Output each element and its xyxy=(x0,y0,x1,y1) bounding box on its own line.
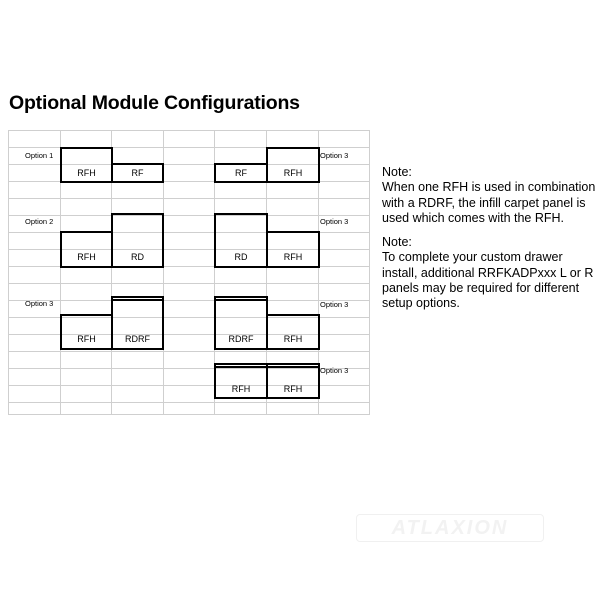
notes-panel xyxy=(382,165,597,321)
module-rdrf-divider xyxy=(214,296,268,301)
module-label: RFH xyxy=(77,168,96,178)
module-label: RDRF xyxy=(228,334,254,344)
option-label: Option 3 xyxy=(320,217,349,226)
grid-line xyxy=(8,130,9,414)
option-label: Option 2 xyxy=(25,217,54,226)
module-rfh xyxy=(266,231,320,268)
grid-line xyxy=(8,402,370,403)
module-top-divider xyxy=(214,363,320,368)
option-label: Option 1 xyxy=(25,151,54,160)
module-label: RF xyxy=(235,168,247,178)
grid-line xyxy=(8,300,370,301)
option-label: Option 3 xyxy=(320,151,349,160)
module-label: RFH xyxy=(283,252,303,262)
grid-line xyxy=(8,198,370,199)
module-label: RFH xyxy=(283,384,303,394)
module-rfh xyxy=(266,314,320,350)
option-label: Option 3 xyxy=(320,366,349,375)
module-label: RFH xyxy=(231,384,251,394)
grid-line xyxy=(8,351,370,352)
note-text: To complete your custom drawer install, additional RRFKADPxxx L or R panels may be required for different setup options. xyxy=(382,250,594,311)
option-label: Option 3 xyxy=(25,299,54,308)
configuration-grid xyxy=(8,130,370,415)
grid-line xyxy=(8,283,370,284)
note-heading: Note: xyxy=(382,235,412,250)
module-label: RFH xyxy=(283,334,303,344)
module-label: RF xyxy=(131,168,144,178)
module-label: RD xyxy=(234,252,248,262)
grid-line xyxy=(369,130,370,414)
module-rfh xyxy=(60,231,113,268)
module-label: RFH xyxy=(77,334,96,344)
note-block xyxy=(382,165,597,226)
grid-line xyxy=(8,130,370,131)
module-rdrf-divider xyxy=(111,296,164,301)
note-heading: Note: xyxy=(382,165,412,179)
grid-line xyxy=(8,414,370,415)
module-label: RD xyxy=(131,252,144,262)
option-label: Option 3 xyxy=(320,300,349,309)
page-title: Optional Module Configurations xyxy=(9,92,300,114)
module-label: RFH xyxy=(77,252,96,262)
note-text: When one RFH is used in combination with a RDRF, the infill carpet panel is used which comes with the RFH. xyxy=(382,180,596,225)
grid-line xyxy=(8,215,370,216)
module-label: RDRF xyxy=(125,334,150,344)
module-rfh xyxy=(60,314,113,350)
brand-watermark: ATLAXION xyxy=(356,514,544,542)
note-block xyxy=(382,235,597,311)
module-label: RFH xyxy=(283,168,303,178)
